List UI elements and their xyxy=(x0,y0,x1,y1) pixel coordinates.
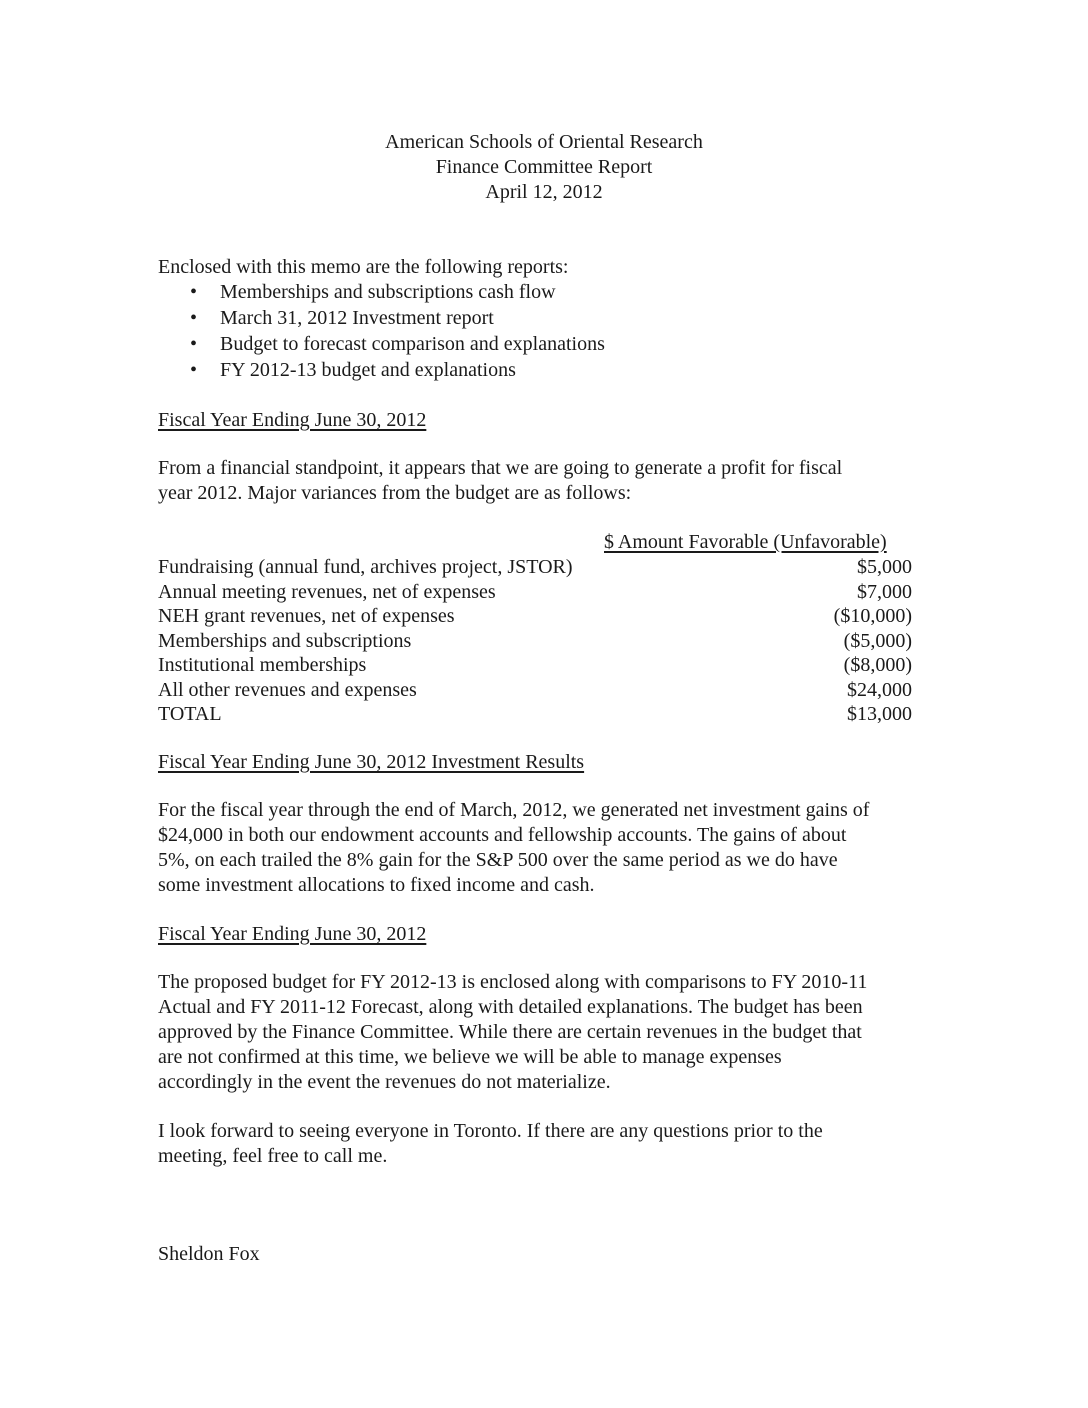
variance-label: Annual meeting revenues, net of expenses xyxy=(158,580,496,603)
section-paragraph-budget xyxy=(158,970,938,1095)
variance-label: All other revenues and expenses xyxy=(158,678,417,701)
paragraph-line: Actual and FY 2011-12 Forecast, along with detailed explanations. The budget has been xyxy=(158,996,863,1018)
paragraph-line: year 2012. Major variances from the budget are as follows: xyxy=(158,482,632,504)
section-paragraph-fiscal-year xyxy=(158,456,938,506)
report-date: April 12, 2012 xyxy=(485,181,603,203)
section-heading-investment-results: Fiscal Year Ending June 30, 2012 Investment Results xyxy=(158,751,585,773)
table-row xyxy=(158,678,938,703)
variance-amount: $7,000 xyxy=(857,580,912,603)
list-item: • Memberships and subscriptions cash flow xyxy=(190,281,556,303)
table-row-total xyxy=(158,702,938,727)
signature-name: Sheldon Fox xyxy=(158,1243,260,1265)
section-paragraph-investment-results xyxy=(158,798,938,898)
organization-name: American Schools of Oriental Research xyxy=(385,131,703,153)
list-item: • March 31, 2012 Investment report xyxy=(190,307,494,329)
variance-label: NEH grant revenues, net of expenses xyxy=(158,605,455,627)
section-heading-fiscal-year: Fiscal Year Ending June 30, 2012 xyxy=(158,409,427,431)
paragraph-line: 5%, on each trailed the 8% gain for the S&P 500 over the same period as we do have xyxy=(158,849,838,871)
variance-amount: $24,000 xyxy=(847,678,912,701)
paragraph-line: are not confirmed at this time, we believe we will be able to manage expenses xyxy=(158,1046,782,1068)
table-row xyxy=(158,580,938,605)
paragraph-line: For the fiscal year through the end of March, 2012, we generated net investment gains of xyxy=(158,799,870,821)
bullet-icon: • xyxy=(190,359,198,381)
variance-label: Fundraising (annual fund, archives project, JSTOR) xyxy=(158,556,573,578)
variance-amount: ($5,000) xyxy=(843,629,912,652)
bullet-icon: • xyxy=(190,333,198,355)
paragraph-line: approved by the Finance Committee. While there are certain revenues in the budget that xyxy=(158,1021,862,1043)
bullet-icon: • xyxy=(190,307,198,329)
paragraph-line: From a financial standpoint, it appears that we are going to generate a profit for fiscal xyxy=(158,457,843,479)
report-title: Finance Committee Report xyxy=(435,156,653,178)
enclosed-reports-list xyxy=(190,280,605,384)
paragraph-line: some investment allocations to fixed income and cash. xyxy=(158,874,595,896)
paragraph-line: meeting, feel free to call me. xyxy=(158,1145,388,1167)
bullet-icon: • xyxy=(190,281,198,303)
table-row xyxy=(158,604,938,629)
variance-label: Institutional memberships xyxy=(158,654,367,676)
paragraph-line: $24,000 in both our endowment accounts and fellowship accounts. The gains of about xyxy=(158,824,847,846)
intro-text: Enclosed with this memo are the following reports: xyxy=(158,256,569,278)
memo-header xyxy=(0,130,1088,205)
variance-table xyxy=(158,555,938,727)
closing-paragraph xyxy=(158,1119,938,1169)
table-row xyxy=(158,653,938,678)
table-row xyxy=(158,629,938,654)
variance-amount: ($8,000) xyxy=(843,654,912,676)
list-item: • FY 2012-13 budget and explanations xyxy=(190,359,516,381)
section-heading-budget: Fiscal Year Ending June 30, 2012 xyxy=(158,923,427,945)
paragraph-line: The proposed budget for FY 2012-13 is enclosed along with comparisons to FY 2010-11 xyxy=(158,971,868,993)
variance-amount: $5,000 xyxy=(857,556,912,578)
variance-amount: $13,000 xyxy=(847,703,912,725)
table-row xyxy=(158,555,938,580)
variance-label: Memberships and subscriptions xyxy=(158,629,412,652)
paragraph-line: I look forward to seeing everyone in Toronto. If there are any questions prior to the xyxy=(158,1120,823,1142)
list-item: • Budget to forecast comparison and explanations xyxy=(190,333,605,355)
variance-column-header: $ Amount Favorable (Unfavorable) xyxy=(604,531,887,553)
variance-amount: ($10,000) xyxy=(833,605,912,627)
paragraph-line: accordingly in the event the revenues do not materialize. xyxy=(158,1071,611,1093)
variance-label: TOTAL xyxy=(158,703,222,725)
